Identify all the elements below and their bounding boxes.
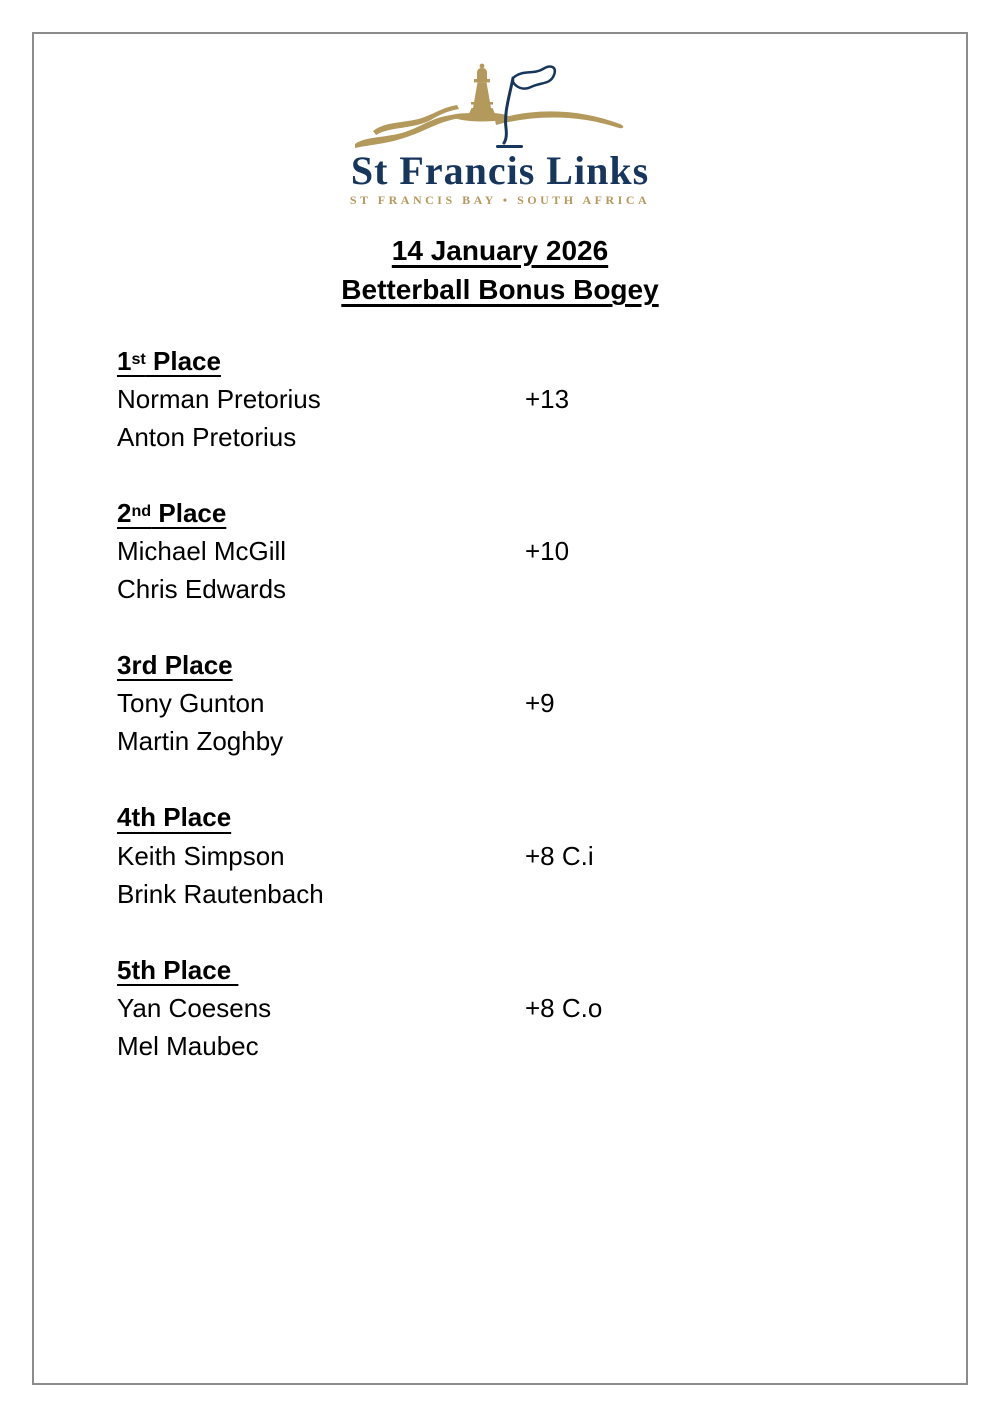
team-score: +8 C.o bbox=[525, 992, 603, 1023]
place-heading: 2nd Place bbox=[117, 498, 227, 529]
place-heading: 5th Place bbox=[117, 954, 239, 985]
player-name: Martin Zoghby bbox=[117, 726, 284, 757]
player-name: Norman Pretorius bbox=[117, 384, 321, 415]
player-name: Michael McGill bbox=[117, 536, 287, 567]
player-row bbox=[117, 1027, 966, 1065]
team-score: +8 C.i bbox=[525, 840, 594, 871]
player-row bbox=[117, 837, 966, 875]
result-section-3 bbox=[117, 644, 966, 760]
player-name: Chris Edwards bbox=[117, 574, 287, 605]
team-score: +10 bbox=[525, 536, 570, 567]
logo-wordmark: St Francis Links bbox=[350, 148, 650, 193]
player-row bbox=[117, 684, 966, 722]
document-page bbox=[32, 32, 968, 1385]
player-name: Yan Coesens bbox=[117, 992, 272, 1023]
player-name: Tony Gunton bbox=[117, 688, 265, 719]
logo-graphic bbox=[335, 58, 665, 150]
player-row bbox=[117, 722, 966, 760]
event-title: Betterball Bonus Bogey bbox=[341, 274, 659, 305]
player-row bbox=[117, 989, 966, 1027]
golf-flag-icon bbox=[496, 67, 555, 148]
logo-tagline: ST FRANCIS BAY • SOUTH AFRICA bbox=[349, 193, 651, 207]
place-heading: 4th Place bbox=[117, 802, 232, 833]
player-name: Brink Rautenbach bbox=[117, 878, 324, 909]
event-date: 14 January 2026 bbox=[391, 235, 609, 266]
title-block bbox=[34, 231, 966, 309]
team-score: +13 bbox=[525, 384, 570, 415]
lighthouse-icon bbox=[469, 64, 496, 115]
place-heading: 3rd Place bbox=[117, 650, 233, 681]
result-section-4 bbox=[117, 796, 966, 912]
player-row bbox=[117, 532, 966, 570]
player-row bbox=[117, 875, 966, 913]
player-name: Keith Simpson bbox=[117, 840, 285, 871]
club-logo bbox=[330, 58, 670, 209]
place-heading: 1st Place bbox=[117, 346, 221, 377]
player-row bbox=[117, 418, 966, 456]
player-row bbox=[117, 570, 966, 608]
result-section-1 bbox=[117, 340, 966, 456]
player-row bbox=[117, 380, 966, 418]
result-section-2 bbox=[117, 492, 966, 608]
player-name: Anton Pretorius bbox=[117, 422, 297, 453]
results-list bbox=[117, 340, 966, 1065]
player-name: Mel Maubec bbox=[117, 1030, 259, 1061]
team-score: +9 bbox=[525, 688, 555, 719]
result-section-5 bbox=[117, 949, 966, 1065]
